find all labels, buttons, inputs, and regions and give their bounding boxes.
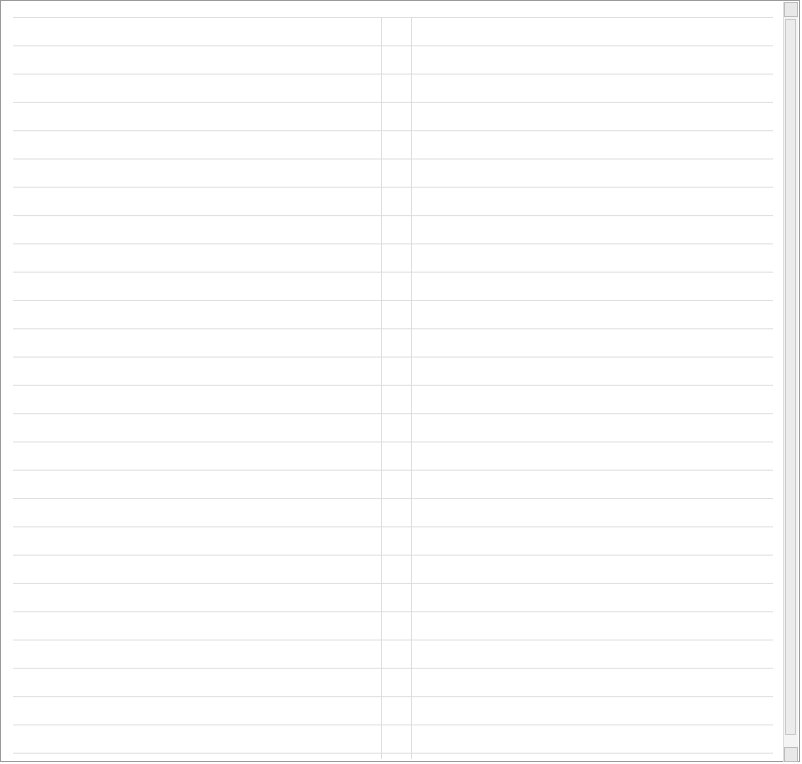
vertical-scrollbar[interactable] [783,2,798,762]
main-title [13,20,381,46]
grid-column-line [381,17,382,759]
scroll-down-icon[interactable] [784,747,798,762]
sheet-gridlines [13,17,773,759]
scrollbar-thumb[interactable] [785,19,796,735]
scroll-up-icon[interactable] [784,2,798,17]
grid-column-line [411,17,412,759]
